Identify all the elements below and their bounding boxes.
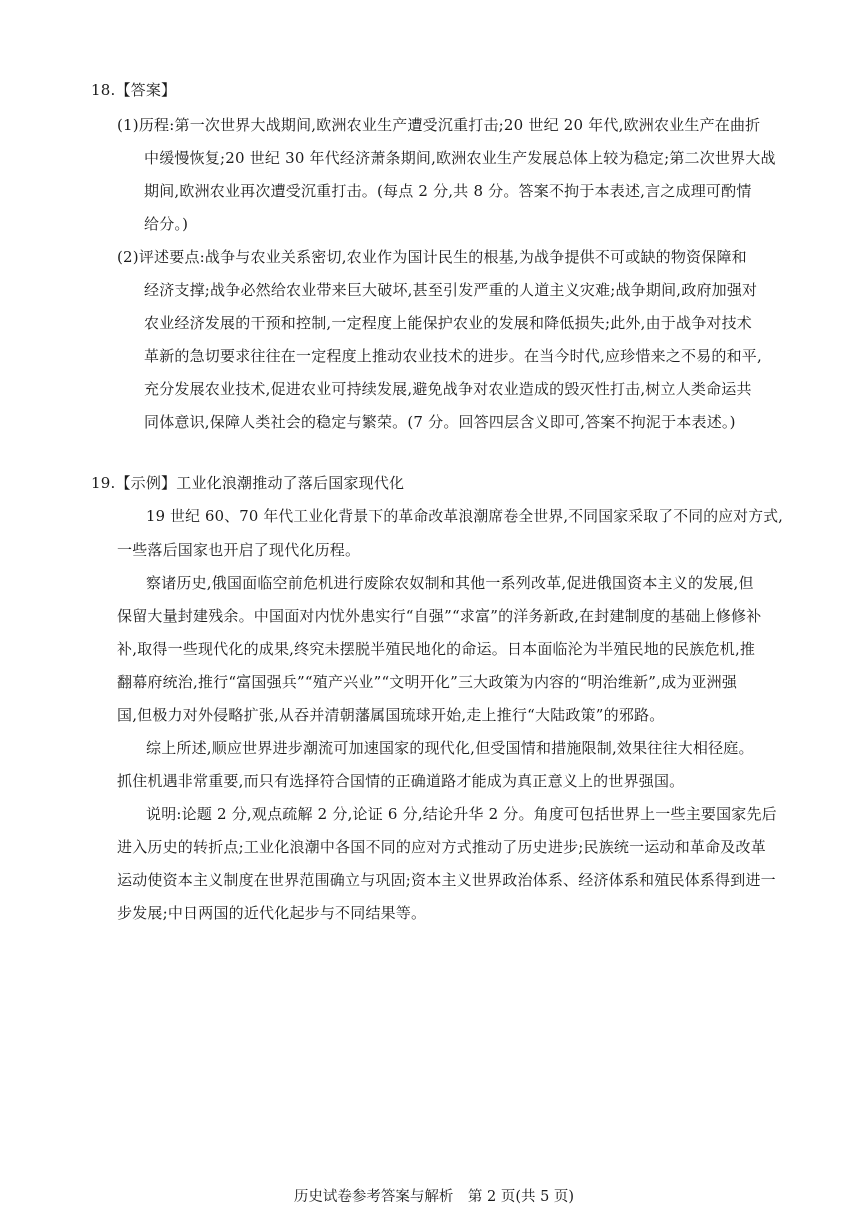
q19-para2-line-5: 国,但极力对外侵略扩张,从吞并清朝藩属国琉球开始,走上推行“大陆政策”的邪路。 (117, 706, 665, 724)
q18-part2-line-4: 革新的急切要求往往在一定程度上推动农业技术的进步。在当今时代,应珍惜来之不易的和平, (144, 347, 762, 365)
q19-para1-line-1: 19 世纪 60、70 年代工业化背景下的革命改革浪潮席卷全世界,不同国家采取了不同的应对方式, (146, 508, 784, 525)
q19-para2-line-1: 察诸历史,俄国面临空前危机进行废除农奴制和其他一系列改革,促进俄国资本主义的发展,但 (146, 574, 754, 592)
q19-para2-line-4: 翻幕府统治,推行“富国强兵”“殖产兴业”“文明开化”三大政策为内容的“明治维新”,成为亚洲强 (117, 673, 738, 691)
q18-part2-line-3: 农业经济发展的干预和控制,一定程度上能保护农业的发展和降低损失;此外,由于战争对技术 (144, 314, 752, 332)
q19-para2-line-2: 保留大量封建残余。中国面对内忧外患实行“自强”“求富”的洋务新政,在封建制度的基础上修修补 (117, 607, 762, 625)
q18-part1-line-1: (1)历程:第一次世界大战期间,欧洲农业生产遭受沉重打击;20 世纪 20 年代,欧洲农业生产在曲折 (117, 116, 761, 134)
q19-para4-line-3: 运动使资本主义制度在世界范围确立与巩固;资本主义世界政治体系、经济体系和殖民体系得到进一 (117, 871, 776, 889)
q18-part2-line-1: (2)评述要点:战争与农业关系密切,农业作为国计民生的根基,为战争提供不可或缺的物资保障和 (117, 248, 747, 266)
q18-part2-line-5: 充分发展农业技术,促进农业可持续发展,避免战争对农业造成的毁灭性打击,树立人类命运共 (144, 380, 752, 398)
q18-part1-line-2: 中缓慢恢复;20 世纪 30 年代经济萧条期间,欧洲农业生产发展总体上较为稳定;第二次世界大战 (144, 149, 776, 167)
q19-para3-line-1: 综上所述,顺应世界进步潮流可加速国家的现代化,但受国情和措施限制,效果往往大相径庭。 (146, 739, 754, 757)
q18-header: 18.【答案】 (91, 81, 177, 99)
q18-part2-line-6: 同体意识,保障人类社会的稳定与繁荣。(7 分。回答四层含义即可,答案不拘泥于本表述。) (144, 413, 736, 431)
q19-para4-line-4: 步发展;中日两国的近代化起步与不同结果等。 (117, 904, 427, 922)
q18-part1-line-4: 给分。) (144, 215, 189, 233)
q18-part1-line-3: 期间,欧洲农业再次遭受沉重打击。(每点 2 分,共 8 分。答案不拘于本表述,言之成理可酌情 (144, 182, 752, 200)
page-footer: 历史试卷参考答案与解析 第 2 页(共 5 页) (293, 1189, 575, 1205)
q19-para2-line-3: 补,取得一些现代化的成果,终究未摆脱半殖民地化的命运。日本面临沦为半殖民地的民族危机,推 (117, 640, 756, 658)
q19-para1-line-2: 一些落后国家也开启了现代化历程。 (117, 541, 361, 559)
q18-part2-line-2: 经济支撑;战争必然给农业带来巨大破坏,甚至引发严重的人道主义灾难;战争期间,政府加强对 (144, 281, 758, 299)
q19-header: 19.【示例】工业化浪潮推动了落后国家现代化 (91, 474, 405, 492)
q19-para3-line-2: 抓住机遇非常重要,而只有选择符合国情的正确道路才能成为真正意义上的世界强国。 (117, 772, 685, 790)
q19-para4-line-2: 进入历史的转折点;工业化浪潮中各国不同的应对方式推动了历史进步;民族统一运动和革命及改革 (117, 838, 766, 856)
q19-para4-line-1: 说明:论题 2 分,观点疏解 2 分,论证 6 分,结论升华 2 分。角度可包括世界上一些主要国家先后 (146, 805, 777, 823)
